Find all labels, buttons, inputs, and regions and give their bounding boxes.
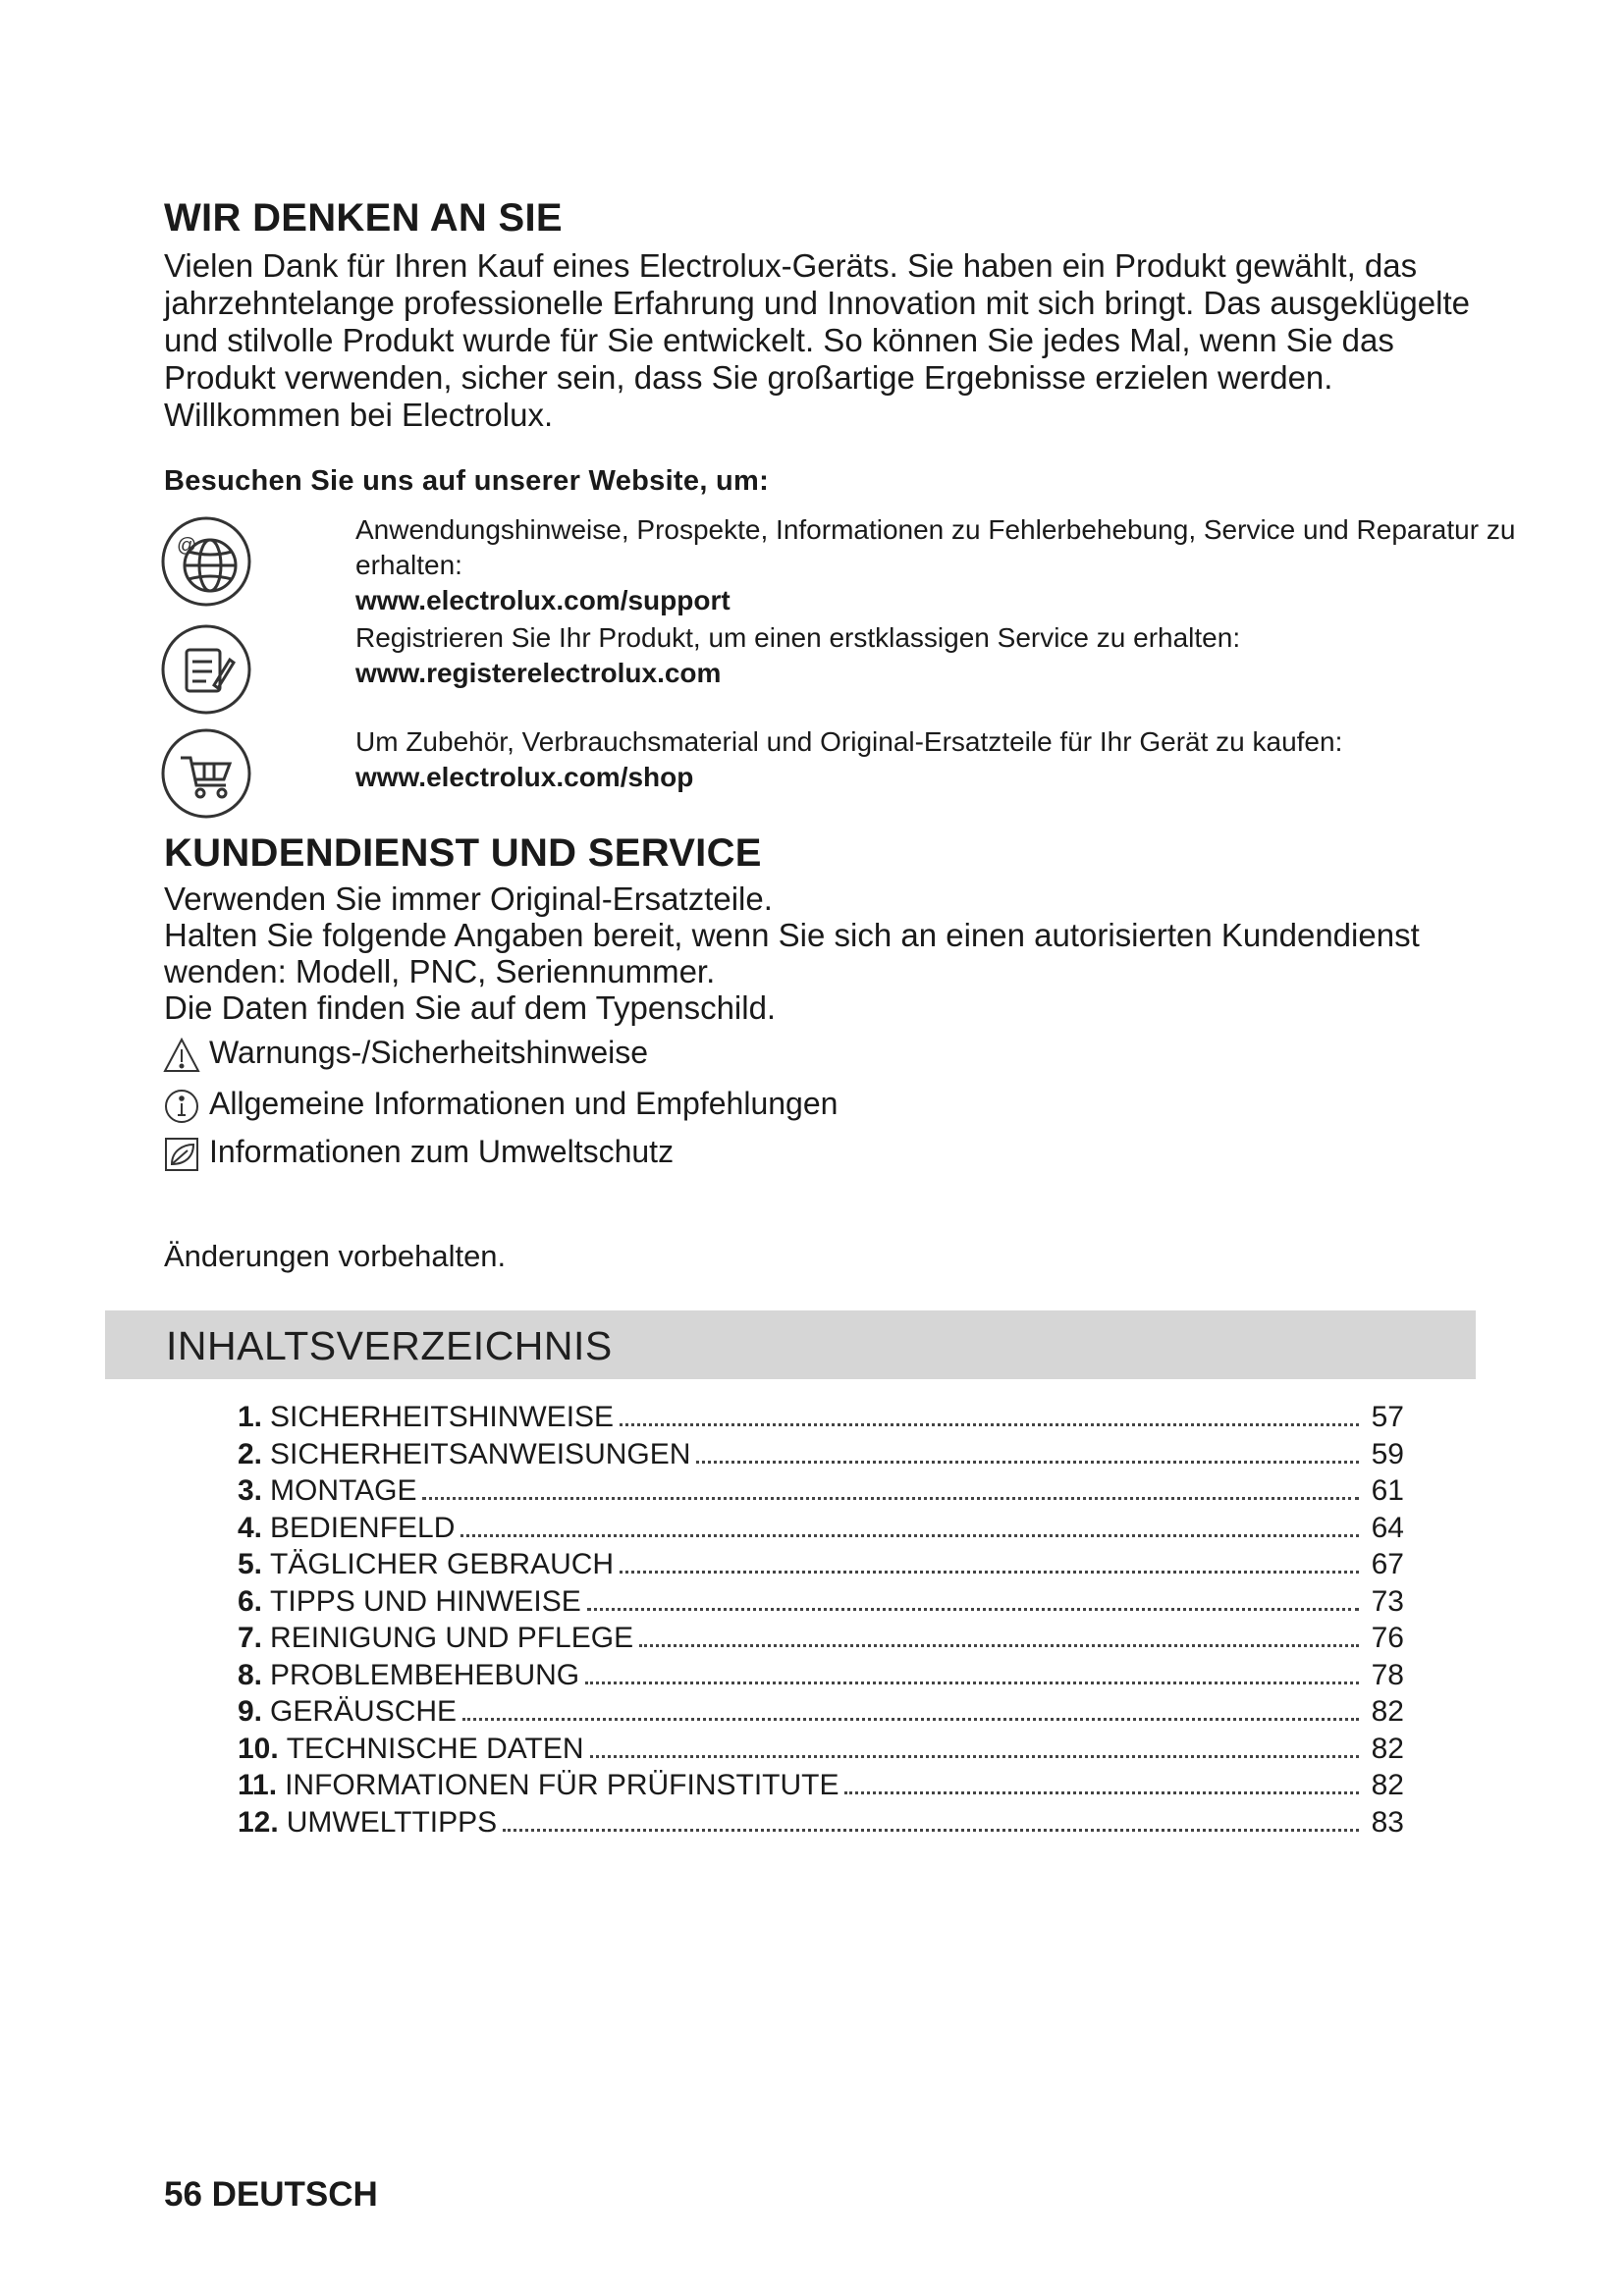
- support-link[interactable]: www.electrolux.com/support: [355, 585, 731, 615]
- globe-icon: [157, 512, 255, 611]
- web-item-text: Registrieren Sie Ihr Produkt, um einen erstklassigen Service zu erhalten: www.registerelectrolux.com: [355, 620, 1612, 691]
- legend-warning: [162, 1033, 648, 1075]
- legend-environment: [162, 1132, 674, 1174]
- toc-entry[interactable]: 2. SICHERHEITSANWEISUNGEN 59: [238, 1437, 1404, 1470]
- toc-entry[interactable]: 1. SICHERHEITSHINWEISE 57: [238, 1401, 1404, 1433]
- table-of-contents: [238, 1399, 1404, 1841]
- toc-entry[interactable]: 12. UMWELTTIPPS 83: [238, 1805, 1404, 1839]
- legend-label: Warnungs-/Sicherheitshinweise: [209, 1035, 649, 1070]
- toc-entry[interactable]: 4. BEDIENFELD 64: [238, 1511, 1404, 1544]
- intro-section: [164, 247, 1470, 434]
- welcome-text: Willkommen bei Electrolux.: [164, 397, 554, 433]
- web-item-text: Um Zubehör, Verbrauchsmaterial und Original-Ersatzteile für Ihr Gerät zu kaufen: www.electrolux.com/shop: [355, 724, 1612, 795]
- service-line: Halten Sie folgende Angaben bereit, wenn Sie sich an einen autorisierten Kundendienst wenden: Modell, PNC, Seriennummer.: [164, 917, 1420, 989]
- toc-entry[interactable]: 11. INFORMATIONEN FÜR PRÜFINSTITUTE 82: [238, 1769, 1404, 1801]
- register-icon: [157, 620, 255, 719]
- shopping-cart-icon: [157, 724, 255, 823]
- toc-title: INHALTSVERZEICHNIS: [166, 1323, 613, 1368]
- toc-entry[interactable]: 7. REINIGUNG UND PFLEGE 76: [238, 1622, 1404, 1654]
- toc-entry[interactable]: 9. GERÄUSCHE 82: [238, 1695, 1404, 1728]
- warning-icon: [162, 1036, 201, 1075]
- toc-entry[interactable]: 8. PROBLEMBEHEBUNG 78: [238, 1658, 1404, 1691]
- shop-link[interactable]: www.electrolux.com/shop: [355, 762, 694, 792]
- svg-text:@: @: [177, 535, 197, 557]
- service-line: Die Daten finden Sie auf dem Typenschild.: [164, 989, 777, 1026]
- heading-kundendienst: KUNDENDIENST UND SERVICE: [164, 831, 762, 875]
- service-section: [164, 881, 1470, 1026]
- intro-paragraph: Vielen Dank für Ihren Kauf eines Electrolux-Geräts. Sie haben ein Produkt gewählt, das jahrzehntelange professionelle Erfahrung und Innovation mit sich bringt. Das ausgeklügelte und stilvolle Produkt wurde für Sie entwickelt. So können Sie jedes Mal, wenn Sie das Produkt verwenden, sicher sein, dass Sie großartige Ergebnisse erzielen werden.: [164, 247, 1470, 396]
- legend-label: Allgemeine Informationen und Empfehlungen: [209, 1086, 839, 1121]
- legend-label: Informationen zum Umweltschutz: [209, 1134, 675, 1169]
- toc-header-bar: [105, 1310, 1476, 1379]
- info-icon: [162, 1087, 201, 1126]
- toc-entry[interactable]: 10. TECHNISCHE DATEN 82: [238, 1732, 1404, 1765]
- toc-entry[interactable]: 6. TIPPS UND HINWEISE 73: [238, 1584, 1404, 1618]
- toc-entry[interactable]: 3. MONTAGE 61: [238, 1474, 1404, 1507]
- service-line: Verwenden Sie immer Original-Ersatzteile.: [164, 881, 773, 917]
- page-footer: 56 DEUTSCH: [164, 2175, 378, 2214]
- toc-entry[interactable]: 5. TÄGLICHER GEBRAUCH 67: [238, 1548, 1404, 1580]
- web-item-text: Anwendungshinweise, Prospekte, Informationen zu Fehlerbehebung, Service und Reparatur zu erhalten: www.electrolux.com/support: [355, 512, 1612, 618]
- legend-info: [162, 1084, 838, 1126]
- environment-icon: [162, 1135, 201, 1174]
- heading-wir-denken-an-sie: WIR DENKEN AN SIE: [164, 196, 563, 240]
- register-link[interactable]: www.registerelectrolux.com: [355, 658, 722, 688]
- changes-note: Änderungen vorbehalten.: [164, 1239, 507, 1273]
- visit-heading: Besuchen Sie uns auf unserer Website, um:: [164, 465, 770, 497]
